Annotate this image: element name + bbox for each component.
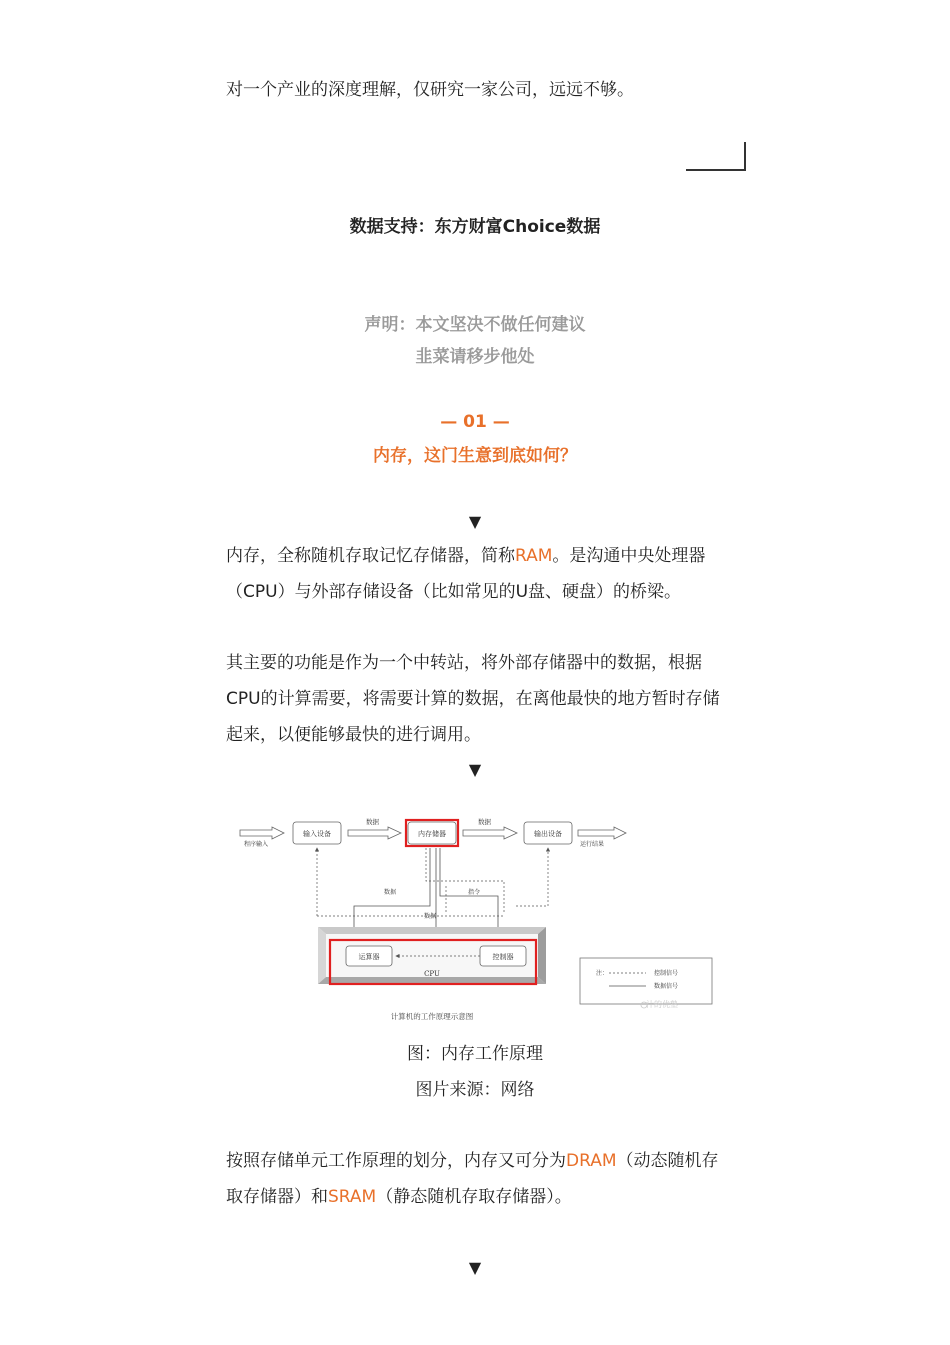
legend-box	[580, 958, 712, 1004]
down-triangle-icon: ▼	[468, 760, 482, 779]
down-triangle-icon: ▼	[468, 1258, 482, 1277]
alu-label: 运算器	[358, 953, 380, 961]
data-support-line: 数据支持：东方财富Choice数据	[349, 217, 601, 237]
dram-term: DRAM	[566, 1151, 617, 1171]
legend-note: 注：	[596, 970, 609, 977]
para3-text-end: （静态随机存取存储器）。	[376, 1187, 572, 1207]
memory-working-diagram	[236, 806, 714, 1024]
legend-data-signal: 数据信号	[654, 983, 679, 990]
paragraph-ram-definition	[226, 538, 726, 610]
section-title: 内存，这门生意到底如何？	[373, 446, 577, 466]
input-label: 程序输入	[244, 841, 269, 848]
control-signal-lines	[317, 848, 548, 916]
down-triangle-icon: ▼	[468, 512, 482, 531]
cpu-label: CPU	[424, 970, 440, 978]
data-label-1: 数据	[366, 818, 379, 826]
intro-paragraph: 对一个产业的深度理解，仅研究一家公司，远远不够。	[226, 80, 634, 100]
instruction-label: 指令	[468, 889, 481, 896]
controller-label: 控制器	[492, 953, 514, 961]
output-device-label: 输出设备	[534, 830, 562, 838]
input-device-label: 输入设备	[303, 830, 331, 838]
para1-text: 内存，全称随机存取记忆存储器，简称	[226, 546, 515, 566]
paragraph-ram-function: 其主要的功能是作为一个中转站，将外部存储器中的数据，根据CPU的计算需要，将需要计算的数据，在离他最快的地方暂时存储起来，以便能够最快的进行调用。	[226, 653, 720, 745]
data-label-4: 数据	[424, 913, 437, 920]
decorative-corner-bracket	[686, 142, 746, 171]
output-label: 运行结果	[580, 841, 605, 848]
para3-text: 按照存储单元工作原理的划分，内存又可分为	[226, 1151, 566, 1171]
watermark-text: 汁的优塾	[646, 1000, 678, 1009]
figure-caption-title: 图：内存工作原理	[407, 1044, 543, 1064]
paragraph-memory-types	[226, 1143, 726, 1215]
input-arrow	[240, 827, 284, 839]
data-label-2: 数据	[478, 818, 491, 826]
sram-term: SRAM	[328, 1187, 377, 1207]
output-arrow	[578, 827, 626, 839]
para1-text-end: 。是沟通中央处理器（CPU）与外部存储设备（比如常见的U盘、硬盘）的桥梁。	[226, 546, 706, 602]
memory-label: 内存储器	[418, 830, 446, 838]
figure-caption-source: 图片来源：网络	[415, 1080, 535, 1100]
para3-text-mid: （动态随机存取存储器）和	[226, 1151, 719, 1207]
disclaimer-line-1: 声明：本文坚决不做任何建议	[364, 315, 586, 335]
data-label-3: 数据	[384, 889, 397, 896]
legend-control-signal: 控制信号	[654, 970, 679, 977]
data-arrow-2	[463, 827, 517, 839]
disclaimer-line-2: 韭菜请移步他处	[415, 347, 535, 367]
data-arrow-1	[348, 827, 401, 839]
diagram-caption: 计算机的工作原理示意图	[390, 1012, 474, 1021]
section-number: — 01 —	[440, 412, 510, 432]
ram-term: RAM	[515, 546, 553, 566]
